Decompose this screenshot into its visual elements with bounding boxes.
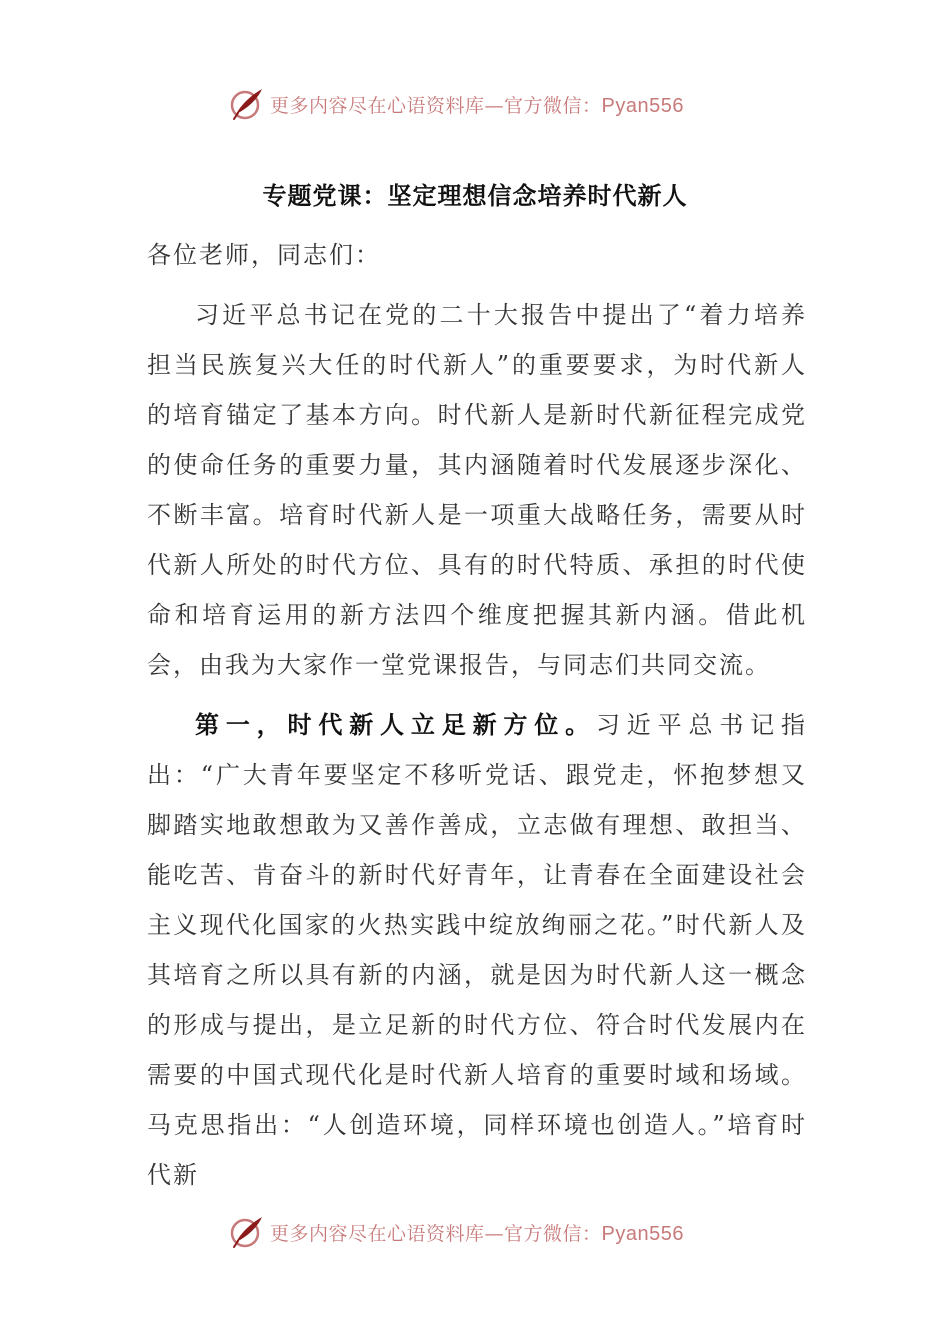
quill-logo-icon: [228, 86, 264, 122]
document-title: 专题党课：坚定理想信念培养时代新人: [262, 181, 688, 210]
wechat-id: Pyan556: [601, 1222, 684, 1245]
header-watermark: [228, 84, 748, 124]
section-heading-first: 第一，时代新人立足新方位。: [195, 710, 596, 739]
document-body: [147, 230, 807, 1200]
paragraph-first-point: [147, 700, 807, 1200]
wechat-id: Pyan556: [601, 94, 684, 117]
watermark-text: 更多内容尽在心语资料库—官方微信：Pyan556: [270, 1222, 684, 1245]
quill-logo-icon: [228, 1214, 264, 1250]
footer-watermark: [228, 1212, 748, 1252]
watermark-text: 更多内容尽在心语资料库—官方微信：Pyan556: [270, 94, 684, 117]
paragraph-first-point-body: 习近平总书记指出：“广大青年要坚定不移听党话、跟党走，怀抱梦想又脚踏实地敢想敢为又善作善成，立志做有理想、敢担当、能吃苦、肯奋斗的新时代好青年，让青春在全面建设社会主义现代化国家的火热实践中绽放绚丽之花。”时代新人及其培育之所以具有新的内涵，就是因为时代新人这一概念的形成与提出，是立足新的时代方位、符合时代发展内在需要的中国式现代化是时代新人培育的重要时域和场域。马克思指出：“人创造环境，同样环境也创造人。”培育时代新: [147, 711, 808, 1189]
salutation: 各位老师，同志们：: [147, 241, 381, 269]
paragraph-intro: 习近平总书记在党的二十大报告中提出了“着力培养担当民族复兴大任的时代新人”的重要要求，为时代新人的培育锚定了基本方向。时代新人是新时代新征程完成党的使命任务的重要力量，其内涵随着时代发展逐步深化、不断丰富。培育时代新人是一项重大战略任务，需要从时代新人所处的时代方位、具有的时代特质、承担的时代使命和培育运用的新方法四个维度把握其新内涵。借此机会，由我为大家作一堂党课报告，与同志们共同交流。: [147, 301, 807, 679]
